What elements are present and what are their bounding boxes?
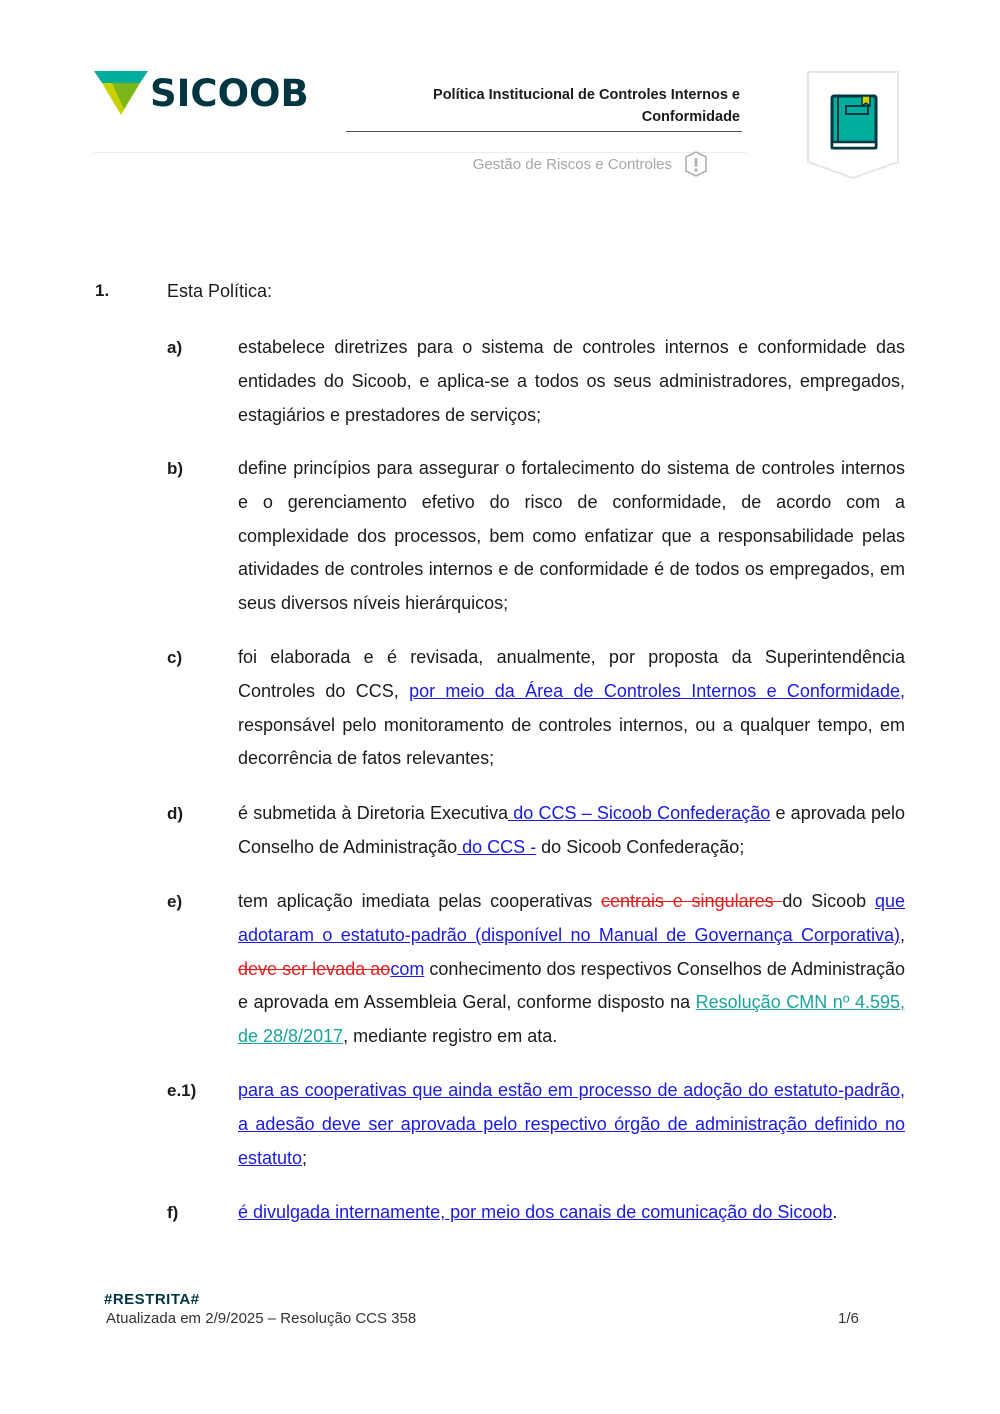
clause-text-segment: responsável pelo monitoramento de controles internos, ou a qualquer tempo, em decorrência de fatos relevantes;	[238, 714, 905, 769]
deleted-text: deve ser levada ao	[238, 958, 391, 979]
sicoob-emblem-icon	[94, 69, 150, 117]
clause-label: e)	[167, 892, 183, 911]
clause-text-segment: foi elaborada e é revisada, anualmente, por proposta da Superintendência Controles do CCS,	[238, 647, 905, 701]
clause-label: d)	[167, 804, 184, 823]
clause-text	[238, 1074, 905, 1175]
item-number: 1.	[95, 281, 110, 300]
inserted-text: com	[390, 958, 425, 979]
logo-wordmark: SICOOB	[150, 71, 309, 115]
inserted-text: que adotaram o estatuto-padrão (disponível no Manual de Governança Corporativa)	[238, 891, 906, 945]
document-subtitle	[420, 152, 710, 176]
clause-text-segment: , mediante registro em ata.	[343, 1026, 558, 1047]
document-badge	[804, 70, 902, 180]
clause-label: c)	[167, 648, 183, 667]
inserted-text: é divulgada internamente, por meio dos canais de comunicação do Sicoob	[238, 1202, 833, 1222]
inserted-text: do CCS – Sicoob Confederação	[508, 803, 771, 823]
sicoob-logo	[94, 68, 309, 118]
clause-text-segment: do Sicoob	[782, 891, 875, 911]
clause-text-segment: ,	[899, 924, 905, 945]
clause-text	[238, 641, 905, 776]
book-icon	[804, 70, 902, 180]
inserted-text: do CCS -	[457, 836, 537, 857]
clause-text: define princípios para assegurar o fortalecimento do sistema de controles internos e o gerenciamento efetivo do risco de conformidade, de acordo com a complexidade dos processos, bem como enfatizar que a responsabilidade pelas atividades de controles internos e de conformidade é de todos os empregados, em seus diversos níveis hierárquicos;	[238, 458, 905, 614]
clause-text-segment: e aprovada pelo Conselho de Administração	[238, 803, 905, 857]
classification-tag: #RESTRITA#	[104, 1291, 200, 1308]
clause-text	[238, 1196, 905, 1230]
title-divider	[346, 131, 742, 132]
deleted-text: centrais e singulares	[601, 891, 783, 911]
clause-text	[238, 797, 905, 865]
clause-label: b)	[167, 459, 184, 478]
document-title: Política Institucional de Controles Internos e Conformidade	[433, 87, 740, 125]
clause-text-segment: tem aplicação imediata pelas cooperativas	[238, 891, 601, 911]
page-number: 1/6	[838, 1310, 859, 1327]
inserted-text: por meio da Área de Controles Internos e Conformidade,	[409, 680, 905, 701]
clause-label: e.1)	[167, 1081, 197, 1100]
item-intro: Esta Política:	[167, 281, 273, 301]
clause-text-segment: .	[832, 1202, 838, 1222]
clause-text-segment: ;	[302, 1147, 308, 1168]
clause-text-segment: do Sicoob Confederação;	[536, 836, 745, 857]
warning-icon	[682, 150, 710, 178]
clause-text-segment: é submetida à Diretoria Executiva	[238, 803, 508, 823]
clause-text-segment: conhecimento dos respectivos Conselhos de Administração e aprovada em Assembleia Geral, conforme disposto na	[238, 958, 905, 1013]
update-note: Atualizada em 2/9/2025 – Resolução CCS 358	[106, 1310, 417, 1327]
clause-text	[238, 885, 905, 1054]
clause-label: a)	[167, 338, 183, 357]
inserted-text: para as cooperativas que ainda estão em processo de adoção do estatuto-padrão, a adesão deve ser aprovada pelo respectivo órgão de administração definido no estatuto	[238, 1080, 905, 1168]
clause-label: f)	[167, 1203, 179, 1222]
subtitle-text: Gestão de Riscos e Controles	[472, 155, 672, 173]
clause-text: estabelece diretrizes para o sistema de controles internos e conformidade das entidades do Sicoob, e aplica-se a todos os seus administradores, empregados, estagiários e prestadores de serviços;	[238, 337, 905, 425]
resolution-link[interactable]: Resolução CMN nº 4.595, de 28/8/2017	[238, 992, 905, 1047]
